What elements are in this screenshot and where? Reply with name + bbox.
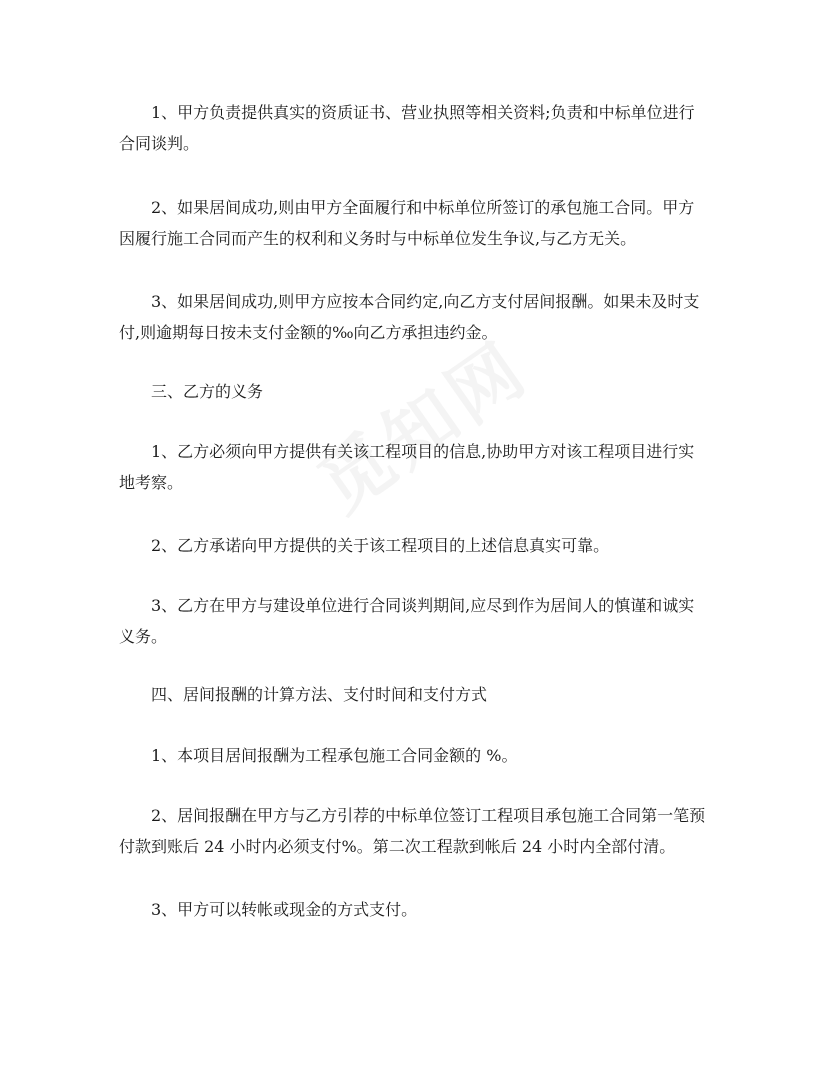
paragraph-fee-3: 3、甲方可以转帐或现金的方式支付。	[151, 900, 418, 919]
paragraph-party-a-duty-2: 2、如果居间成功,则由甲方全面履行和中标单位所签订的承包施工合同。甲方因履行施工合同而产生的权利和义务时与中标单位发生争议,与乙方无关。	[119, 198, 695, 248]
paragraph-fee-1: 1、本项目居间报酬为工程承包施工合同金额的 %。	[151, 746, 518, 765]
paragraph-party-b-duty-1: 1、乙方必须向甲方提供有关该工程项目的信息,协助甲方对该工程项目进行实地考察。	[119, 442, 695, 492]
paragraph-party-b-duty-2: 2、乙方承诺向甲方提供的关于该工程项目的上述信息真实可靠。	[151, 536, 610, 555]
section-heading-party-b-obligations: 三、乙方的义务	[151, 382, 264, 401]
paragraph-fee-2: 2、居间报酬在甲方与乙方引荐的中标单位签订工程项目承包施工合同第一笔预付款到账后 24 小时内必须支付%。第二次工程款到帐后 24 小时内全部付清。	[119, 806, 706, 856]
paragraph-party-a-duty-1: 1、甲方负责提供真实的资质证书、营业执照等相关资料;负责和中标单位进行合同谈判。	[119, 103, 695, 153]
paragraph-party-a-duty-3: 3、如果居间成功,则甲方应按本合同约定,向乙方支付居间报酬。如果未及时支付,则逾期每日按未支付金额的‰向乙方承担违约金。	[119, 292, 700, 342]
section-heading-fee-calculation: 四、居间报酬的计算方法、支付时间和支付方式	[151, 685, 488, 704]
paragraph-party-b-duty-3: 3、乙方在甲方与建设单位进行合同谈判期间,应尽到作为居间人的慎谨和诚实义务。	[119, 596, 695, 646]
